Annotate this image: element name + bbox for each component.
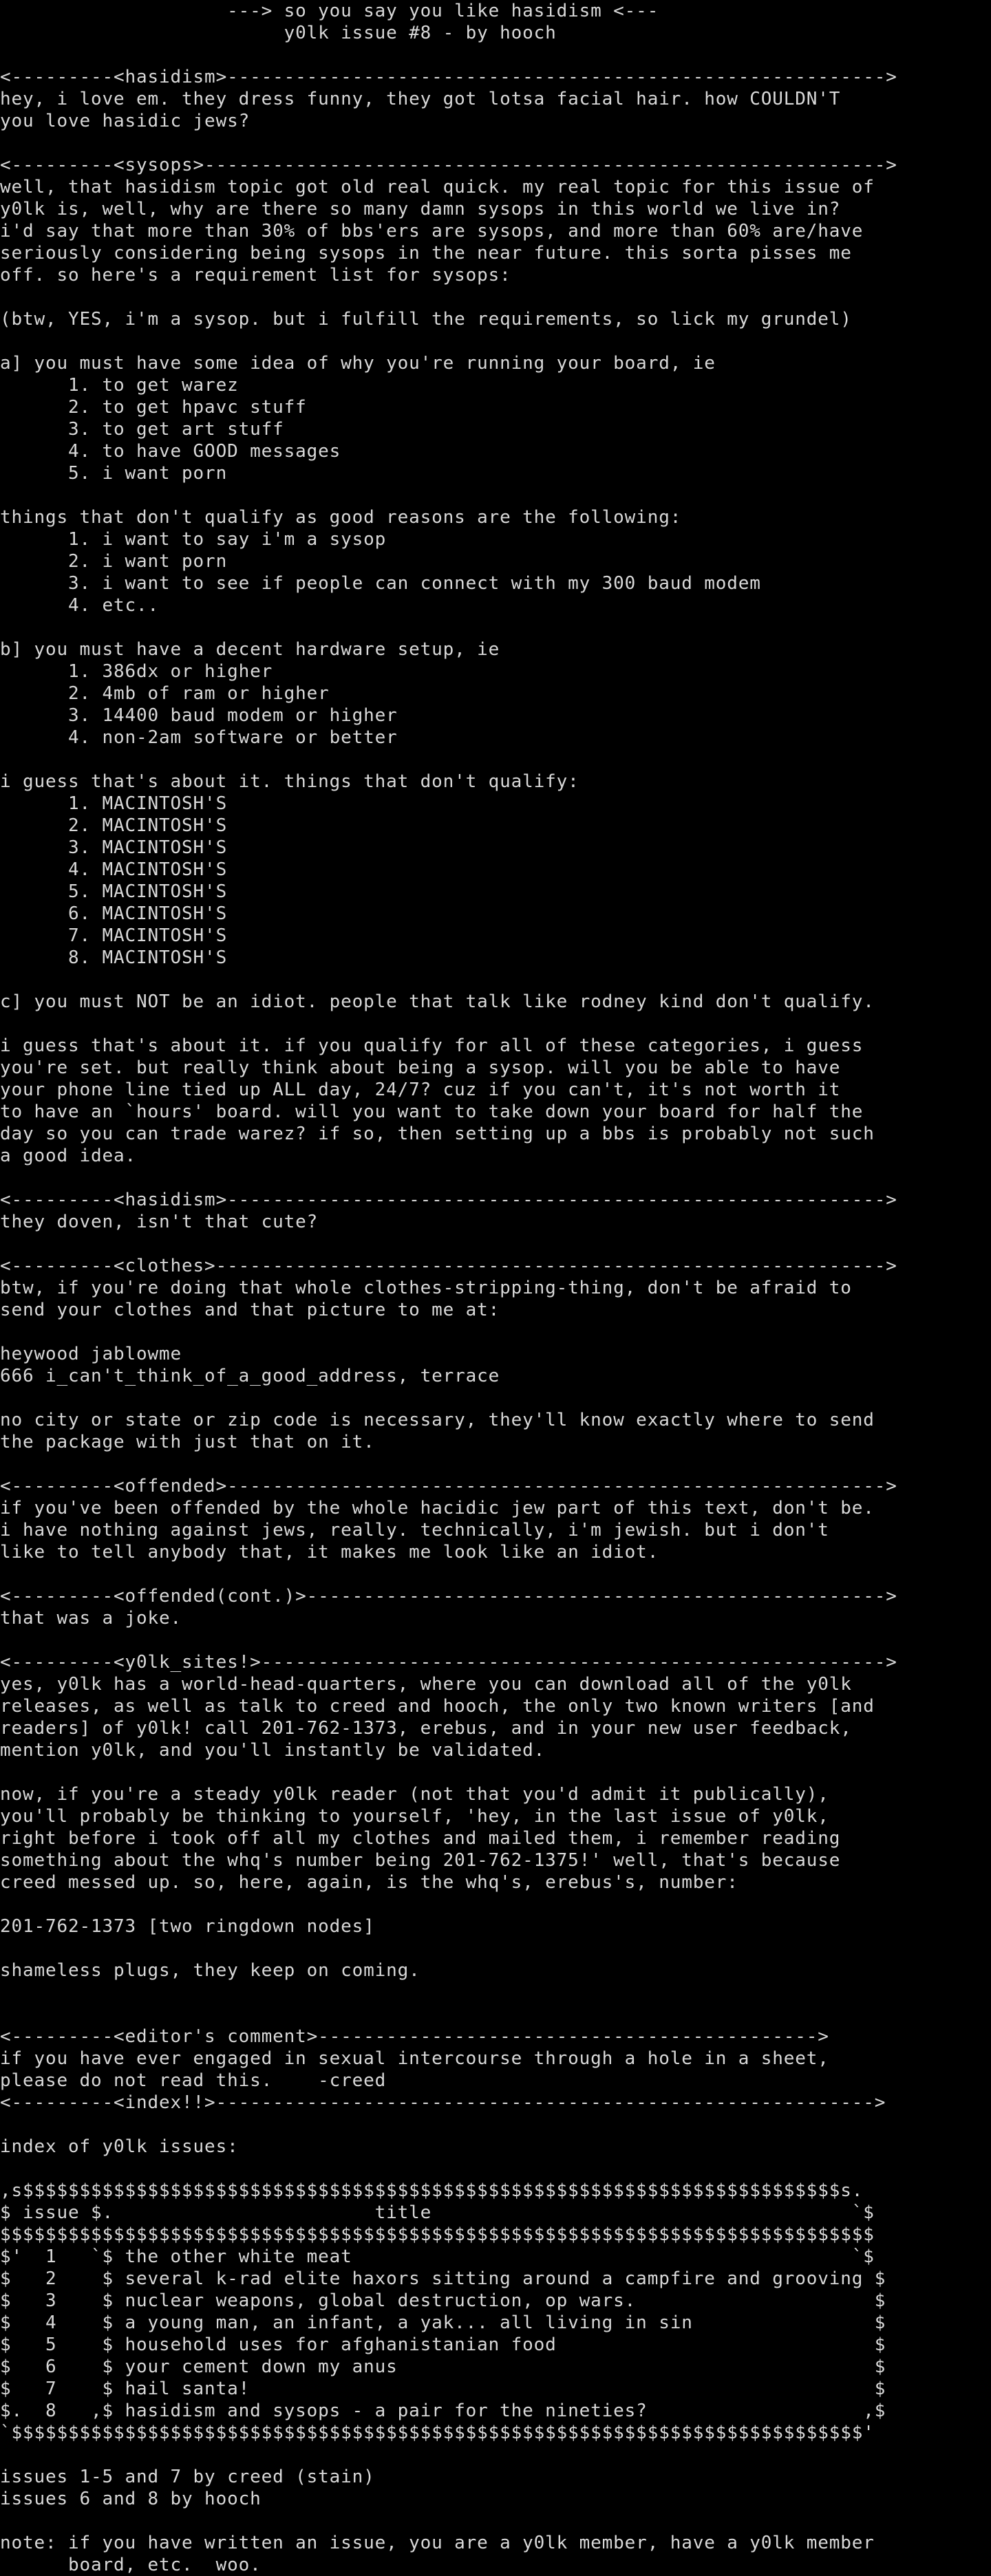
text-line: <---------<sysops>------------------------------------------------------------> [0, 155, 897, 175]
text-line: 8. MACINTOSH'S [0, 947, 228, 968]
text-line: `$$$$$$$$$$$$$$$$$$$$$$$$$$$$$$$$$$$$$$$$$$$$$$$$$$$$$$$$$$$$$$$$$$$$$$$$$$$' [0, 2423, 875, 2443]
text-line: 6. MACINTOSH'S [0, 903, 228, 924]
text-line: 1. i want to say i'm a sysop [0, 529, 387, 550]
text-line: now, if you're a steady y0lk reader (not that you'd admit it publically), [0, 1784, 829, 1805]
text-line: 5. MACINTOSH'S [0, 881, 228, 902]
text-line: please do not read this. -creed [0, 2070, 387, 2091]
text-line: y0lk is, well, why are there so many damn sysops in this world we live in? [0, 199, 841, 219]
text-line: 3. i want to see if people can connect with my 300 baud modem [0, 573, 761, 594]
text-line: <---------<y0lk_sites!>-------------------------------------------------------> [0, 1652, 897, 1673]
text-line: 5. i want porn [0, 463, 228, 484]
text-line: note: if you have written an issue, you are a y0lk member, have a y0lk member [0, 2533, 875, 2553]
text-line: you'll probably be thinking to yourself, 'hey, in the last issue of y0lk, [0, 1806, 829, 1827]
text-line: if you have ever engaged in sexual intercourse through a hole in a sheet, [0, 2048, 829, 2069]
text-line: btw, if you're doing that whole clothes-stripping-thing, don't be afraid to [0, 1278, 852, 1298]
text-line: y0lk issue #8 - by hooch [0, 23, 557, 43]
text-line: yes, y0lk has a world-head-quarters, where you can download all of the y0lk [0, 1674, 852, 1695]
text-line: $. 8 ,$ hasidism and sysops - a pair for the nineties? ,$ [0, 2401, 886, 2421]
text-line: ,s$$$$$$$$$$$$$$$$$$$$$$$$$$$$$$$$$$$$$$$$$$$$$$$$$$$$$$$$$$$$$$$$$$$$$$$$s. [0, 2180, 864, 2201]
text-line: index of y0lk issues: [0, 2136, 239, 2157]
text-line: $$$$$$$$$$$$$$$$$$$$$$$$$$$$$$$$$$$$$$$$$$$$$$$$$$$$$$$$$$$$$$$$$$$$$$$$$$$$$ [0, 2224, 875, 2245]
text-line: no city or state or zip code is necessary, they'll know exactly where to send [0, 1410, 875, 1430]
text-line: like to tell anybody that, it makes me look like an idiot. [0, 1542, 659, 1563]
text-line: 4. MACINTOSH'S [0, 859, 228, 880]
text-line: 2. to get hpavc stuff [0, 397, 307, 418]
text-line: 666 i_can't_think_of_a_good_address, terrace [0, 1366, 500, 1386]
text-line: i guess that's about it. if you qualify for all of these categories, i guess [0, 1035, 864, 1056]
text-line: 201-762-1373 [two ringdown nodes] [0, 1916, 375, 1937]
text-line: to have an `hours' board. will you want to take down your board for half the [0, 1102, 864, 1122]
text-line: send your clothes and that picture to me at: [0, 1300, 500, 1320]
text-line: i have nothing against jews, really. technically, i'm jewish. but i don't [0, 1520, 829, 1541]
text-line: $ 6 $ your cement down my anus $ [0, 2357, 886, 2377]
text-line: c] you must NOT be an idiot. people that talk like rodney kind don't qualify. [0, 991, 875, 1012]
text-line: i guess that's about it. things that don't qualify: [0, 771, 579, 792]
text-line: i'd say that more than 30% of bbs'ers are sysops, and more than 60% are/have [0, 221, 864, 242]
text-line: the package with just that on it. [0, 1432, 375, 1452]
text-line: $ 4 $ a young man, an infant, a yak... all living in sin $ [0, 2312, 886, 2333]
text-line: <---------<hasidism>----------------------------------------------------------> [0, 1190, 897, 1210]
text-line: mention y0lk, and you'll instantly be validated. [0, 1740, 546, 1761]
text-line: 2. MACINTOSH'S [0, 815, 228, 836]
text-line: ---> so you say you like hasidism <--- [0, 1, 659, 21]
text-line: $ 5 $ household uses for afghanistanian food $ [0, 2334, 886, 2355]
text-line: a good idea. [0, 1146, 137, 1166]
text-line: <---------<clothes>-----------------------------------------------------------> [0, 1256, 897, 1276]
text-line: a] you must have some idea of why you're running your board, ie [0, 353, 716, 374]
text-line: if you've been offended by the whole hacidic jew part of this text, don't be. [0, 1498, 875, 1518]
text-line: that was a joke. [0, 1608, 182, 1629]
text-line: $ 3 $ nuclear weapons, global destruction, op wars. $ [0, 2290, 886, 2311]
text-line: $ 7 $ hail santa! $ [0, 2379, 886, 2399]
text-line: 3. to get art stuff [0, 419, 284, 440]
text-line: they doven, isn't that cute? [0, 1212, 319, 1232]
text-line: you love hasidic jews? [0, 111, 251, 131]
text-line: <---------<offended(cont.)>---------------------------------------------------> [0, 1586, 897, 1607]
text-line: <---------<editor's comment>--------------------------------------------> [0, 2026, 829, 2047]
text-line: 1. 386dx or higher [0, 661, 273, 682]
text-line: you're set. but really think about being a sysop. will you be able to have [0, 1058, 841, 1078]
text-line: shameless plugs, they keep on coming. [0, 1960, 420, 1981]
text-line: 3. MACINTOSH'S [0, 837, 228, 858]
text-line: issues 6 and 8 by hooch [0, 2489, 262, 2509]
text-line: right before i took off all my clothes and mailed them, i remember reading [0, 1828, 841, 1849]
text-line: 7. MACINTOSH'S [0, 925, 228, 946]
text-line: <---------<hasidism>----------------------------------------------------------> [0, 67, 897, 87]
text-line: 4. to have GOOD messages [0, 441, 341, 462]
text-line: 2. 4mb of ram or higher [0, 683, 330, 704]
text-line: <---------<offended>----------------------------------------------------------> [0, 1476, 897, 1496]
text-line: 1. to get warez [0, 375, 239, 396]
text-line: creed messed up. so, here, again, is the whq's, erebus's, number: [0, 1872, 738, 1893]
text-line: $ 2 $ several k-rad elite haxors sitting around a campfire and grooving $ [0, 2268, 886, 2289]
text-line: your phone line tied up ALL day, 24/7? cuz if you can't, it's not worth it [0, 1080, 841, 1100]
text-line: (btw, YES, i'm a sysop. but i fulfill the requirements, so lick my grundel) [0, 309, 852, 330]
text-line: off. so here's a requirement list for sysops: [0, 265, 511, 286]
text-line: something about the whq's number being 201-762-1375!' well, that's because [0, 1850, 841, 1871]
text-line: releases, as well as talk to creed and hooch, the only two known writers [and [0, 1696, 875, 1717]
text-line: $ issue $. title `$ [0, 2202, 875, 2223]
text-line: 1. MACINTOSH'S [0, 793, 228, 814]
text-line: b] you must have a decent hardware setup, ie [0, 639, 500, 660]
text-line: 4. non-2am software or better [0, 727, 398, 748]
text-line: well, that hasidism topic got old real quick. my real topic for this issue of [0, 177, 875, 197]
text-line: board, etc. woo. [0, 2555, 262, 2575]
text-line: $' 1 `$ the other white meat `$ [0, 2246, 875, 2267]
text-line: issues 1-5 and 7 by creed (stain) [0, 2467, 375, 2487]
text-line: 3. 14400 baud modem or higher [0, 705, 398, 726]
text-line: <---------<index!!>----------------------------------------------------------> [0, 2092, 886, 2113]
text-line: 4. etc.. [0, 595, 160, 616]
text-line: seriously considering being sysops in the near future. this sorta pisses me [0, 243, 852, 264]
text-line: day so you can trade warez? if so, then setting up a bbs is probably not such [0, 1124, 875, 1144]
text-line: 2. i want porn [0, 551, 228, 572]
text-line: heywood jablowme [0, 1344, 182, 1364]
text-line: hey, i love em. they dress funny, they got lotsa facial hair. how COULDN'T [0, 89, 841, 109]
text-line: things that don't qualify as good reasons are the following: [0, 507, 682, 528]
text-line: readers] of y0lk! call 201-762-1373, erebus, and in your new user feedback, [0, 1718, 852, 1739]
